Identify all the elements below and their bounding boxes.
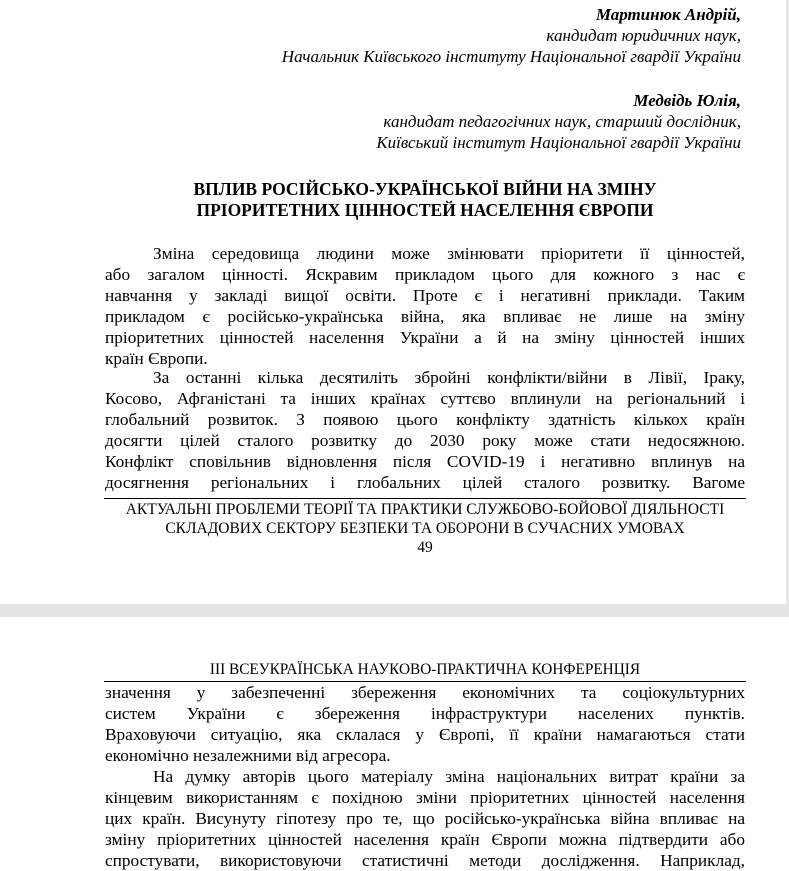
article-title: ВПЛИВ РОСІЙСЬКО-УКРАЇНСЬКОЇ ВІЙНИ НА ЗМІНУ ПРІОРИТЕТНИХ ЦІННОСТЕЙ НАСЕЛЕННЯ ЄВРОПИ xyxy=(193,179,657,220)
paragraph-2 xyxy=(105,367,745,493)
text-line: Враховуючи ситуацію, яка склалася у Європі, її країни намагаються стати xyxy=(105,725,745,744)
document-page-50 xyxy=(0,617,785,870)
author-block-2 xyxy=(376,90,741,153)
text-line: зміну пріоритетних цінностей населення країн Європи можна підтвердити або xyxy=(105,830,745,849)
paragraph-1 xyxy=(105,243,745,369)
text-line: спростувати, використовуючи статистичні методи дослідження. Наприклад, xyxy=(105,851,745,870)
text-line: економічно незалежними від агресора. xyxy=(105,746,391,765)
text-line: значення у забезпеченні збереження економічних та соціокультурних xyxy=(105,683,745,702)
page-separator xyxy=(0,604,789,617)
author-name: Медвідь Юлія, xyxy=(633,91,741,110)
page-header: ІІІ ВСЕУКРАЇНСЬКА НАУКОВО-ПРАКТИЧНА КОНФЕРЕНЦІЯ xyxy=(209,661,641,678)
author-affiliation: Київський інститут Національної гвардії України xyxy=(376,133,741,152)
page-footer xyxy=(105,500,745,538)
footer-line: СКЛАДОВИХ СЕКТОРУ БЕЗПЕКИ ТА ОБОРОНИ В СУЧАСНИХ УМОВАХ xyxy=(165,520,685,537)
text-line: цих країн. Висунуту гіпотезу про те, що російсько-українська війна впливає на xyxy=(105,809,745,828)
author-block-1 xyxy=(282,4,741,67)
paragraph-continuation xyxy=(105,682,745,766)
paragraph-3 xyxy=(105,766,745,871)
text-line: Зміна середовища людини може змінювати пріоритети її цінностей, xyxy=(153,244,745,263)
author-affiliation: Начальник Київського інституту Національної гвардії України xyxy=(281,47,741,66)
author-name: Мартинюк Андрій, xyxy=(595,5,741,24)
footer-line: АКТУАЛЬНІ ПРОБЛЕМИ ТЕОРІЇ ТА ПРАКТИКИ СЛУЖБОВО-БОЙОВОЇ ДІЯЛЬНОСТІ xyxy=(125,501,725,518)
text-line: пріоритетних цінностей населення України а й на зміну цінностей інших xyxy=(105,328,745,347)
text-line: прикладом є російсько-українська війна, яка впливає не лише на зміну xyxy=(105,307,745,326)
author-degree: кандидат педагогічних наук, старший дослідник, xyxy=(383,112,741,131)
footer-divider xyxy=(104,498,746,499)
text-line: систем України є збереження інфраструктури населених пунктів. xyxy=(105,704,745,723)
text-line: або загалом цінності. Яскравим прикладом цього для кожного з нас є xyxy=(105,265,745,284)
text-line: За останні кілька десятиліть збройні конфлікти/війни в Лівії, Іраку, xyxy=(153,368,745,387)
page-number: 49 xyxy=(417,539,433,556)
text-line: досягти цілей сталого розвитку до 2030 року може стати недосяжною. xyxy=(105,431,745,450)
text-line: досягнення регіональних і глобальних цілей сталого розвитку. Вагоме xyxy=(105,473,745,492)
text-line: Конфлікт сповільнив відновлення після COVID-19 і негативно вплинув на xyxy=(105,452,745,471)
text-line: На думку авторів цього матеріалу зміна національних витрат країни за xyxy=(153,767,745,786)
text-line: навчання у закладі вищої освіти. Проте є і негативні приклади. Таким xyxy=(105,286,745,305)
text-line: країн Європи. xyxy=(105,349,208,368)
text-line: глобальний розвиток. З появою цього конфлікту здатність кількох країн xyxy=(105,410,745,429)
text-line: Косово, Афганістані та інших країнах суттєво вплинули на регіональний і xyxy=(105,389,745,408)
author-degree: кандидат юридичних наук, xyxy=(546,26,741,45)
text-line: кінцевим використанням є похідною зміни пріоритетних цінностей населення xyxy=(105,788,745,807)
